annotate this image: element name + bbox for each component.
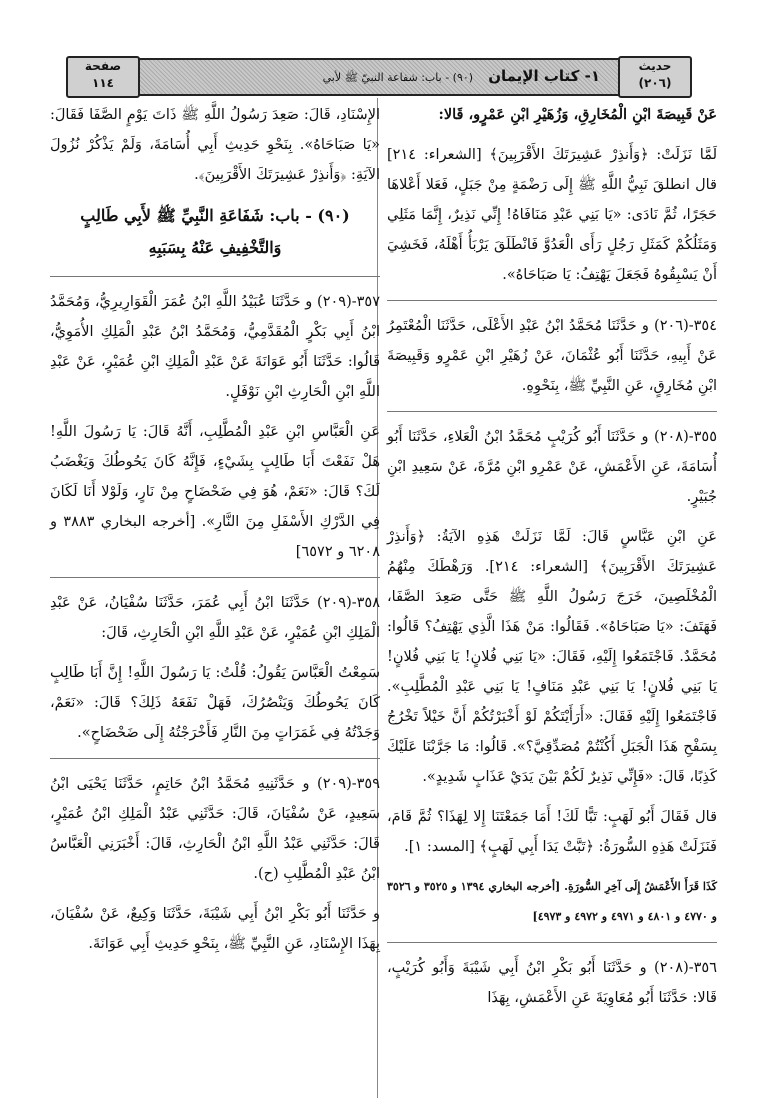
chapter-heading: (٩٠) - باب: شَفَاعَةِ النَّبِيِّ ﷺ لأَبِي طَالِبٍ وَالتَّخْفِيفِ عَنْهُ بِسَبَبِهِ — [80, 206, 350, 257]
hadith-text: عَنِ الْعَبَّاسِ ابْنِ عَبْدِ الْمُطَّلِبِ، أَنَّهُ قَالَ: يَا رَسُولَ اللَّهِ! هَلْ نَفَعْتَ أَبَا طَالِبٍ بِشَيْءٍ، فَإِنَّهُ كَانَ يَحُوطُكَ وَيَغْضَبُ لَكَ؟ قَالَ: «نَعَمْ، هُوَ فِي ضَحْضَاحٍ مِنْ نَارٍ، وَلَوْلا أَنَا لَكَانَ فِي الدَّرْكِ الأَسْفَلِ مِنَ النَّارِ». [أخرجه البخاري ٣٨٨٣ و ٦٢٠٨ و ٦٥٧٢] — [50, 424, 380, 560]
hadith-label: حديث — [638, 59, 672, 73]
page-number: ١١٤ — [92, 76, 114, 90]
hadith-358: ٣٥٨-(٢٠٩) حَدَّثَنَا ابْنُ أَبِي عُمَرَ، حَدَّثَنَا سُفْيَانُ، عَنْ عَبْدِ الْمَلِكِ ابْنِ عُمَيْرٍ، عَنْ عَبْدِ اللَّهِ ابْنِ الْحَارِثِ، قَالَ: — [50, 595, 380, 641]
hadith-number-box — [618, 56, 692, 98]
hadith-356: ٣٥٦-(٢٠٨) و حَدَّثَنَا أَبُو بَكْرِ ابْنُ أَبِي شَيْبَةَ وَأَبُو كُرَيْبٍ، قَالا: حَدَّثَنَا أَبُو مُعَاوِيَةَ عَنِ الأَعْمَشِ، بِهَذَا — [387, 960, 717, 1006]
narrator-line: عَنْ قَبِيصَةَ ابْنِ الْمُخَارِقِ، وَزُهَيْرِ ابْنِ عَمْرٍو، قَالا: — [438, 106, 717, 123]
chapter-running-title: (٩٠) - باب: شفاعة النبيّ ﷺ لأبي — [322, 71, 474, 84]
book-title: ١- كتاب الإيمان — [488, 67, 600, 85]
hadith-text: و حَدَّثَنَا أَبُو بَكْرِ ابْنُ أَبِي شَيْبَةَ، حَدَّثَنَا وَكِيعٌ، عَنْ سُفْيَانَ، بِهَذَا الإِسْنَادِ، عَنِ النَّبِيِّ ﷺ، بِنَحْوِ حَدِيثِ أَبِي عَوَانَةَ. — [50, 906, 380, 952]
hadith-text: لَمَّا نَزَلَتْ: ﴿وَأَنذِرْ عَشِيرَتَكَ الأَقْرَبِينَ﴾ [الشعراء: ٢١٤] قال انطلقَ نَبِيُّ اللَّهِ ﷺ إِلَى رَضْمَةٍ مِنْ جَبَلٍ، فَعَلا أَعْلاهَا حَجَرًا، ثُمَّ نَادَى: «يَا بَنِي عَبْدِ مَنَافَاهُ! إِنِّي نَذِيرٌ، إِنَّمَا مَثَلِي وَمَثَلُكُمْ كَمَثَلِ رَجُلٍ رَأَى الْعَدُوَّ فَانْطَلَقَ يَرْبَأُ أَهْلَهُ، فَخَشِيَ أَنْ يَسْبِقُوهُ فَجَعَلَ يَهْتِفُ: يَا صَبَاحَاهُ». — [387, 147, 717, 283]
hadith-354: ٣٥٤-(٢٠٦) و حَدَّثَنَا مُحَمَّدُ ابْنُ عَبْدِ الأَعْلَى، حَدَّثَنَا الْمُعْتَمِرُ عَنْ أَبِيهِ، حَدَّثَنَا أَبُو عُثْمَانَ، عَنْ زُهَيْرِ ابْنِ عَمْرٍو وَقَبِيصَةَ ابْنِ مُخَارِقٍ، عَنِ النَّبِيِّ ﷺ، بِنَحْوِهِ. — [387, 318, 717, 394]
hadith-359: ٣٥٩-(٢٠٩) و حَدَّثَنِيهِ مُحَمَّدُ ابْنُ حَاتِمٍ، حَدَّثَنَا يَحْيَى ابْنُ سَعِيدٍ، عَنْ سُفْيَانَ، قَالَ: حَدَّثَنِي عَبْدُ الْمَلِكِ ابْنُ عُمَيْرٍ، قَالَ: حَدَّثَنِي عَبْدُ اللَّهِ ابْنُ الْحَارِثِ، قَالَ: أَخْبَرَنِي الْعَبَّاسُ ابْنُ عَبْدِ الْمُطَّلِبِ (ح). — [50, 776, 380, 882]
left-column — [50, 100, 380, 969]
takhrij-note: كَذَا قَرَأَ الأَعْمَشُ إِلَى آخِرِ السُّورَةِ. [أخرجه البخاري ١٣٩٤ و ٣٥٢٥ و ٣٥٢٦ و ٤٧٧٠ و ٤٨٠١ و ٤٩٧١ و ٤٩٧٢ و ٤٩٧٣] — [387, 880, 717, 923]
hadith-357: ٣٥٧-(٢٠٩) و حَدَّثَنَا عُبَيْدُ اللَّهِ ابْنُ عُمَرَ الْقَوَارِيرِيُّ، وَمُحَمَّدُ ابْنُ أَبِي بَكْرٍ الْمُقَدَّمِيُّ، وَمُحَمَّدُ ابْنُ عَبْدِ الْمَلِكِ الأُمَوِيُّ، قَالُوا: حَدَّثَنَا أَبُو عَوَانَةَ عَنْ عَبْدِ الْمَلِكِ ابْنِ عُمَيْرٍ، عَنْ عَبْدِ اللَّهِ ابْنِ الْحَارِثِ ابْنِ نَوْفَلٍ. — [50, 294, 380, 400]
hadith-number: (٢٠٦) — [638, 76, 672, 90]
page-label: صفحة — [84, 59, 122, 73]
separator — [50, 577, 380, 578]
hadith-355: ٣٥٥-(٢٠٨) و حَدَّثَنَا أَبُو كُرَيْبٍ مُحَمَّدُ ابْنُ الْعَلاءِ، حَدَّثَنَا أَبُو أُسَامَةَ، عَنِ الأَعْمَشِ، عَنْ عَمْرِو ابْنِ مُرَّةَ، عَنْ سَعِيدِ ابْنِ جُبَيْرٍ. — [387, 429, 717, 505]
separator — [387, 411, 717, 412]
separator — [50, 276, 380, 277]
hadith-text: قال فَقَالَ أَبُو لَهَبٍ: تَبًّا لَكَ! أَمَا جَمَعْتَنَا إِلا لِهَذَا؟ ثُمَّ قَامَ، فَنَزَلَتْ هَذِهِ السُّورَةُ: ﴿تَبَّتْ يَدَا أَبِي لَهَبٍ﴾ [المسد: ١]. — [387, 809, 717, 855]
page-number-box — [66, 56, 140, 98]
running-title — [170, 66, 600, 87]
separator — [387, 300, 717, 301]
right-column — [387, 100, 717, 1023]
separator — [387, 942, 717, 943]
hadith-text: سَمِعْتُ الْعَبَّاسَ يَقُولُ: قُلْتُ: يَا رَسُولَ اللَّهِ! إِنَّ أَبَا طَالِبٍ كَانَ يَحُوطُكَ وَيَنْصُرُكَ، فَهَلْ نَفَعَهُ ذَلِكَ؟ قَالَ: «نَعَمْ، وَجَدْتُهُ فِي غَمَرَاتٍ مِنَ النَّارِ فَأَخْرَجْتُهُ إِلَى ضَحْضَاحٍ». — [50, 665, 380, 741]
hadith-text: عَنِ ابْنِ عَبَّاسٍ قَالَ: لَمَّا نَزَلَتْ هَذِهِ الآيَةُ: ﴿وَأَنذِرْ عَشِيرَتَكَ الأَقْرَبِينَ﴾ [الشعراء: ٢١٤]. وَرَهْطَكَ مِنْهُمُ الْمُخْلَصِينَ، خَرَجَ رَسُولُ اللَّهِ ﷺ حَتَّى صَعِدَ الصَّفَا، فَهَتَفَ: «يَا صَبَاحَاهُ». فَقَالُوا: مَنْ هَذَا الَّذِي يَهْتِفُ؟ قَالُوا: مُحَمَّدٌ. فَاجْتَمَعُوا إِلَيْهِ، فَقَالَ: «يَا بَنِي فُلانٍ! يَا بَنِي فُلانٍ! يَا بَنِي فُلانٍ! يَا بَنِي عَبْدِ مَنَافٍ! يَا بَنِي عَبْدِ الْمُطَّلِبِ». فَاجْتَمَعُوا إِلَيْهِ فَقَالَ: «أَرَأَيْتَكُمْ لَوْ أَخْبَرْتُكُمْ أَنَّ خَيْلاً تَخْرُجُ بِسَفْحِ هَذَا الْجَبَلِ أَكُنْتُمْ مُصَدِّقِيَّ؟». قَالُوا: مَا جَرَّبْنَا عَلَيْكَ كَذِبًا، قَالَ: «فَإِنِّي نَذِيرٌ لَكُمْ بَيْنَ يَدَيْ عَذَابٍ شَدِيدٍ». — [387, 529, 717, 785]
page-header — [70, 58, 688, 96]
separator — [50, 758, 380, 759]
continuation-text: الإِسْنَادِ، قَالَ: صَعِدَ رَسُولُ اللَّهِ ﷺ ذَاتَ يَوْمٍ الصَّفَا فَقَالَ: «يَا صَبَاحَاهُ». بِنَحْوِ حَدِيثِ أَبِي أُسَامَةَ، وَلَمْ يَذْكُرْ نُزُولَ الآيَةِ: ﴿وَأَنذِرْ عَشِيرَتَكَ الأَقْرَبِينَ﴾. — [50, 107, 380, 183]
